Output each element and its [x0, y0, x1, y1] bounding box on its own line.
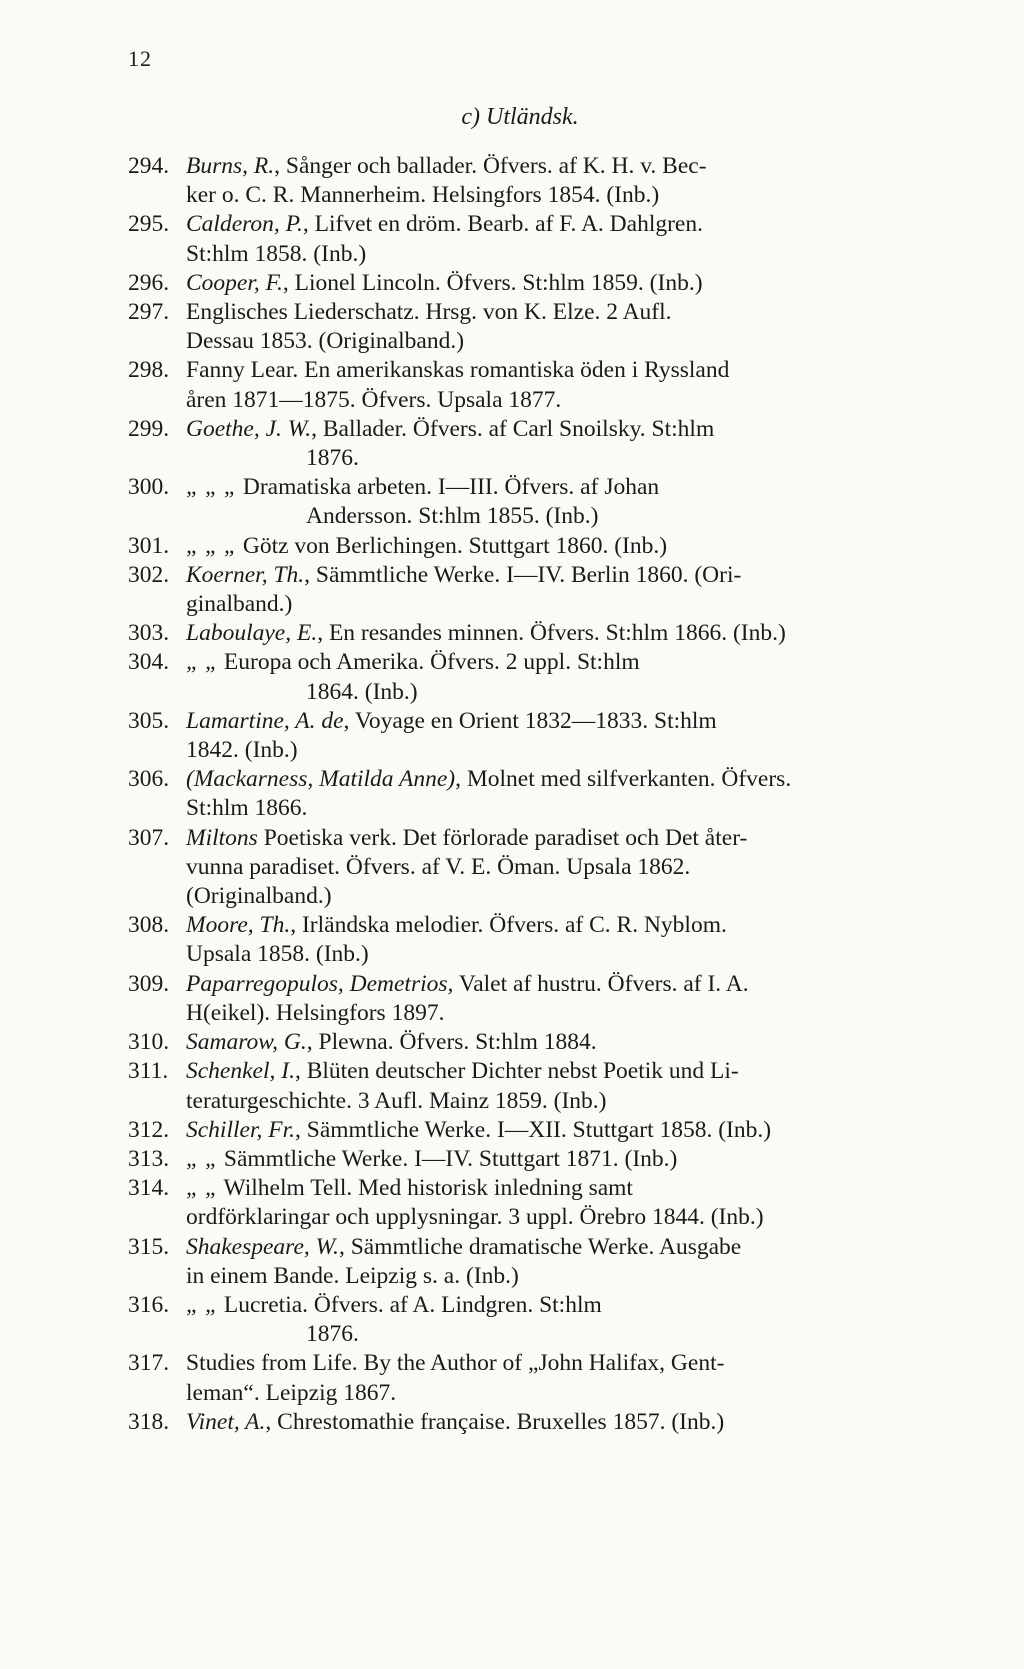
entry-author: Schenkel, I.	[186, 1058, 295, 1085]
entry-text: , Blüten deutscher Dichter nebst Poetik und Li-	[294, 1058, 739, 1085]
entry-text-continued: ker o. C. R. Mannerheim. Helsingfors 1854. (Inb.)	[186, 182, 660, 209]
entry-text: , Irländska melodier. Öfvers. af C. R. Nyblom.	[290, 912, 727, 939]
entry-text-continued: ordförklaringar och upplysningar. 3 uppl. Örebro 1844. (Inb.)	[186, 1204, 764, 1231]
catalog-entry	[128, 1349, 938, 1407]
entry-number: 295.	[128, 211, 170, 238]
entry-text: , Lionel Lincoln. Öfvers. St:hlm 1859. (Inb.)	[282, 269, 703, 296]
catalog-entry	[128, 269, 938, 298]
catalog-entry	[128, 152, 938, 210]
catalog-entry	[128, 210, 938, 268]
catalog-entry	[128, 561, 938, 619]
entry-text-continued: ginalband.)	[186, 591, 293, 618]
entry-text-continued: 1876.	[306, 1321, 359, 1348]
entry-author: Miltons	[186, 824, 258, 851]
entry-text: , Sämmtliche Werke. I—XII. Stuttgart 1858. (Inb.)	[295, 1116, 772, 1143]
entry-text-continued: teraturgeschichte. 3 Aufl. Mainz 1859. (Inb.)	[186, 1087, 607, 1114]
catalog-entry	[128, 356, 938, 414]
catalog-entry	[128, 1057, 938, 1115]
entry-text-continued: (Originalband.)	[186, 883, 332, 910]
entry-text: , En resandes minnen. Öfvers. St:hlm 1866. (Inb.)	[317, 620, 786, 647]
entry-author: Vinet, A.	[186, 1408, 266, 1435]
entry-author: Paparregopulos, Demetrios,	[186, 970, 454, 997]
catalog-entry	[128, 648, 938, 706]
entry-author: Calderon, P.	[186, 211, 303, 238]
entry-author: Goethe, J. W.	[186, 415, 312, 442]
entry-text-continued: Upsala 1858. (Inb.)	[186, 941, 369, 968]
entry-text: , Chrestomathie française. Bruxelles 1857. (Inb.)	[265, 1408, 725, 1435]
entry-number: 317.	[128, 1350, 170, 1377]
entry-text: Europa och Amerika. Öfvers. 2 uppl. St:hlm	[218, 649, 640, 676]
entry-text: , Molnet med silfverkanten. Öfvers.	[455, 766, 792, 793]
entry-number: 298.	[128, 357, 170, 384]
entry-text-continued: 1876.	[306, 445, 359, 472]
entry-text: Studies from Life. By the Author of „John Halifax, Gent-	[186, 1350, 725, 1377]
entry-number: 302.	[128, 561, 170, 588]
entry-number: 309.	[128, 970, 170, 997]
entry-author: Laboulaye, E.	[186, 620, 318, 647]
entry-number: 300.	[128, 474, 170, 501]
entry-number: 301.	[128, 532, 170, 559]
entry-author: Moore, Th.	[186, 912, 291, 939]
entry-author: Lamartine, A. de	[186, 707, 344, 734]
entry-author: Burns, R.	[186, 153, 275, 179]
entry-text: Englisches Liederschatz. Hrsg. von K. Elze. 2 Aufl.	[186, 299, 672, 326]
entry-text: Dramatiska arbeten. I—III. Öfvers. af Johan	[236, 474, 660, 501]
entry-number: 305.	[128, 707, 170, 734]
entry-text-continued: åren 1871—1875. Öfvers. Upsala 1877.	[186, 386, 562, 413]
entry-author: „ „	[186, 649, 219, 676]
entry-text-continued: Andersson. St:hlm 1855. (Inb.)	[306, 503, 599, 530]
entry-text-continued: H(eikel). Helsingfors 1897.	[186, 999, 445, 1026]
entry-text: Fanny Lear. En amerikanskas romantiska öden i Ryssland	[186, 357, 730, 384]
entry-text: Wilhelm Tell. Med historisk inledning samt	[218, 1175, 633, 1202]
catalog-entry	[128, 415, 938, 473]
entry-author: „ „	[186, 1175, 219, 1202]
entry-text: Götz von Berlichingen. Stuttgart 1860. (Inb.)	[236, 532, 668, 559]
entry-number: 310.	[128, 1029, 170, 1056]
entry-author: „ „	[186, 1291, 219, 1318]
catalog-entry	[128, 1116, 938, 1145]
entry-author: „ „ „	[186, 474, 237, 501]
catalog-entry	[128, 1408, 938, 1437]
entry-author: Cooper, F.	[186, 269, 283, 296]
entry-text-continued: St:hlm 1858. (Inb.)	[186, 240, 367, 267]
entry-number: 314.	[128, 1175, 170, 1202]
catalog-entry	[128, 970, 938, 1028]
entry-text: , Sämmtliche dramatische Werke. Ausgabe	[338, 1233, 742, 1260]
entry-number: 313.	[128, 1145, 170, 1172]
entry-text: , Sånger och ballader. Öfvers. af K. H. v. Bec-	[274, 153, 707, 179]
entry-text: Valet af hustru. Öfvers. af I. A.	[453, 970, 749, 997]
entry-author: Samarow, G.	[186, 1029, 307, 1056]
catalog-entry	[128, 824, 938, 912]
catalog-entry	[128, 1028, 938, 1057]
entry-text: Poetiska verk. Det förlorade paradiset och Det åter-	[257, 824, 748, 851]
section-heading: c) Utländsk.	[461, 104, 579, 130]
entry-number: 299.	[128, 415, 170, 442]
catalog-entry	[128, 1174, 938, 1232]
catalog-entry	[128, 707, 938, 765]
entry-number: 315.	[128, 1233, 170, 1260]
entry-text-continued: in einem Bande. Leipzig s. a. (Inb.)	[186, 1262, 519, 1289]
entry-text-continued: 1864. (Inb.)	[306, 678, 418, 705]
catalog-entry	[128, 532, 938, 561]
catalog-entry	[128, 1291, 938, 1349]
entry-number: 307.	[128, 824, 170, 851]
entry-author: Shakespeare, W.	[186, 1233, 339, 1260]
entry-number: 306.	[128, 766, 170, 793]
catalog-entry-list	[128, 152, 938, 1437]
entry-author: „ „	[186, 1145, 219, 1172]
entry-number: 304.	[128, 649, 170, 676]
entry-text: , Plewna. Öfvers. St:hlm 1884.	[306, 1029, 597, 1056]
catalog-entry	[128, 1145, 938, 1174]
catalog-entry	[128, 1233, 938, 1291]
catalog-entry	[128, 911, 938, 969]
entry-number: 303.	[128, 620, 170, 647]
entry-text: Sämmtliche Werke. I—IV. Stuttgart 1871. (Inb.)	[218, 1145, 678, 1172]
entry-number: 311.	[128, 1058, 169, 1085]
entry-text: , Voyage en Orient 1832—1833. St:hlm	[343, 707, 717, 734]
entry-text-continued: leman“. Leipzig 1867.	[186, 1379, 397, 1406]
entry-author: „ „ „	[186, 532, 237, 559]
catalog-entry	[128, 765, 938, 823]
entry-author: (Mackarness, Matilda Anne)	[186, 766, 456, 793]
entry-text-continued: Dessau 1853. (Originalband.)	[186, 328, 465, 355]
entry-number: 294.	[128, 153, 170, 179]
entry-text: Lucretia. Öfvers. af A. Lindgren. St:hlm	[218, 1291, 602, 1318]
entry-author: Schiller, Fr.	[186, 1116, 296, 1143]
catalog-entry	[128, 619, 938, 648]
entry-text-continued: St:hlm 1866.	[186, 795, 308, 822]
entry-text: , Lifvet en dröm. Bearb. af F. A. Dahlgren.	[302, 211, 703, 238]
entry-text: , Ballader. Öfvers. af Carl Snoilsky. St:hlm	[311, 415, 715, 442]
catalog-entry	[128, 473, 938, 531]
entry-text: , Sämmtliche Werke. I—IV. Berlin 1860. (Ori-	[304, 561, 742, 588]
entry-number: 297.	[128, 299, 170, 326]
entry-number: 318.	[128, 1408, 170, 1435]
entry-text-continued: 1842. (Inb.)	[186, 737, 298, 764]
entry-text-continued: vunna paradiset. Öfvers. af V. E. Öman. Upsala 1862.	[186, 853, 691, 880]
entry-number: 296.	[128, 269, 170, 296]
entry-number: 308.	[128, 912, 170, 939]
entry-number: 312.	[128, 1116, 170, 1143]
entry-number: 316.	[128, 1291, 170, 1318]
page-number: 12	[128, 46, 152, 71]
catalog-entry	[128, 298, 938, 356]
entry-author: Koerner, Th.	[186, 561, 305, 588]
